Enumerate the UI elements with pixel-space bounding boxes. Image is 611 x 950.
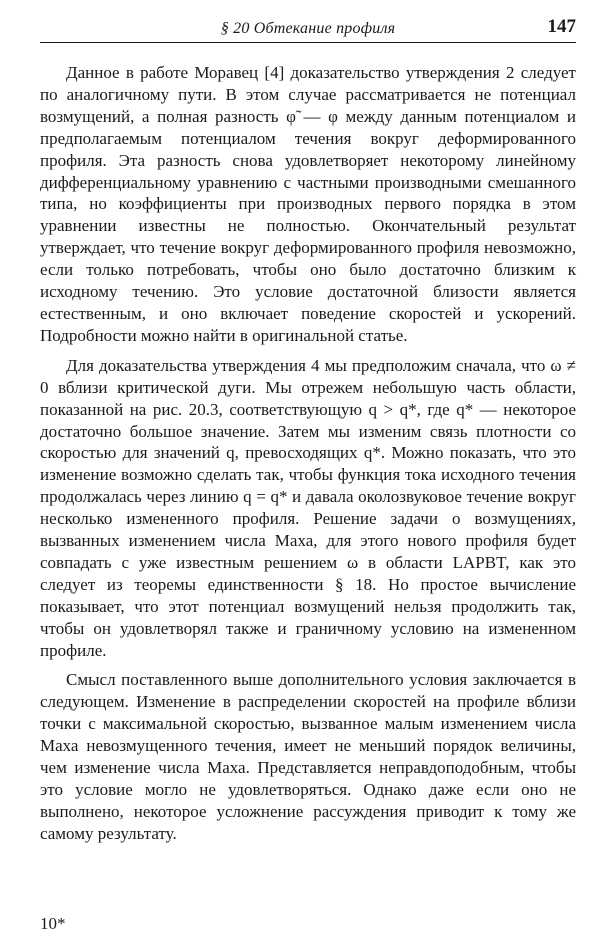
signature-mark: 10* xyxy=(40,914,66,933)
running-head xyxy=(40,14,576,44)
paragraph-additional-condition: Смысл поставленного выше дополнительного условия заключается в следующем. Изменение в распределении скоростей на профиле вблизи точки с максимальной скоростью, вызванное малым изменением числа Маха невозмущенного течения, имеет не меньший порядок величины, чем изменение числа Маха. Представляется неправдоподобным, чтобы это условие могло не удовлетворяться. Однако даже если оно не выполнено, некоторое усложнение рассуждения приводит к тому же самому результату. xyxy=(40,670,576,843)
paragraph-proof-statement-2: Данное в работе Моравец [4] доказательство утверждения 2 следует по аналогичному пути. В этом случае рассматривается не потенциал возмущений, а полная разность φ̃ — φ между данным потенциалом и предполагаемым потенциалом течения вокруг деформированного профиля. Эта разность снова удовлетворяет некоторому линейному дифференциальному уравнению с частными производными смешанного типа, но коэффициенты при производных первого порядка в этом уравнении известны не полностью. Окончательный результат утверждает, что течение вокруг деформированного профиля невозможно, если только потребовать, чтобы оно было достаточно близким к исходному течению. Это условие достаточной близости является естественным, и оно включает поведение скоростей и ускорений. Подробности можно найти в оригинальной статье. xyxy=(40,63,576,345)
paragraph-proof-statement-4: Для доказательства утверждения 4 мы предположим сначала, что ω ≠ 0 вблизи критической дуги. Мы отрежем небольшую часть области, показанной на рис. 20.3, соответствующую q > q*, где q* — некоторое достаточно большое значение. Затем мы изменим связь плотности со скоростью для значений q, превосходящих q*. Можно показать, что это изменение возможно сделать так, чтобы функция тока исходного течения продолжалась через линию q = q* и давала околозвуковое течение вокруг несколько измененного профиля. Решение задачи о возмущениях, вызванных изменением числа Маха, для этого нового профиля будет совпадать с уже известным решением ω в области LAPBT, как это следует из теоремы единственности § 18. Но простое вычисление показывает, что этот потенциал возмущений нельзя продолжить так, чтобы он удовлетворял также и граничному условию на измененном профиле. xyxy=(40,355,576,660)
page-number: 147 xyxy=(547,16,576,37)
running-head-title: § 20 Обтекание профиля xyxy=(220,20,396,37)
header-rule xyxy=(40,42,576,43)
body-text xyxy=(40,62,576,845)
